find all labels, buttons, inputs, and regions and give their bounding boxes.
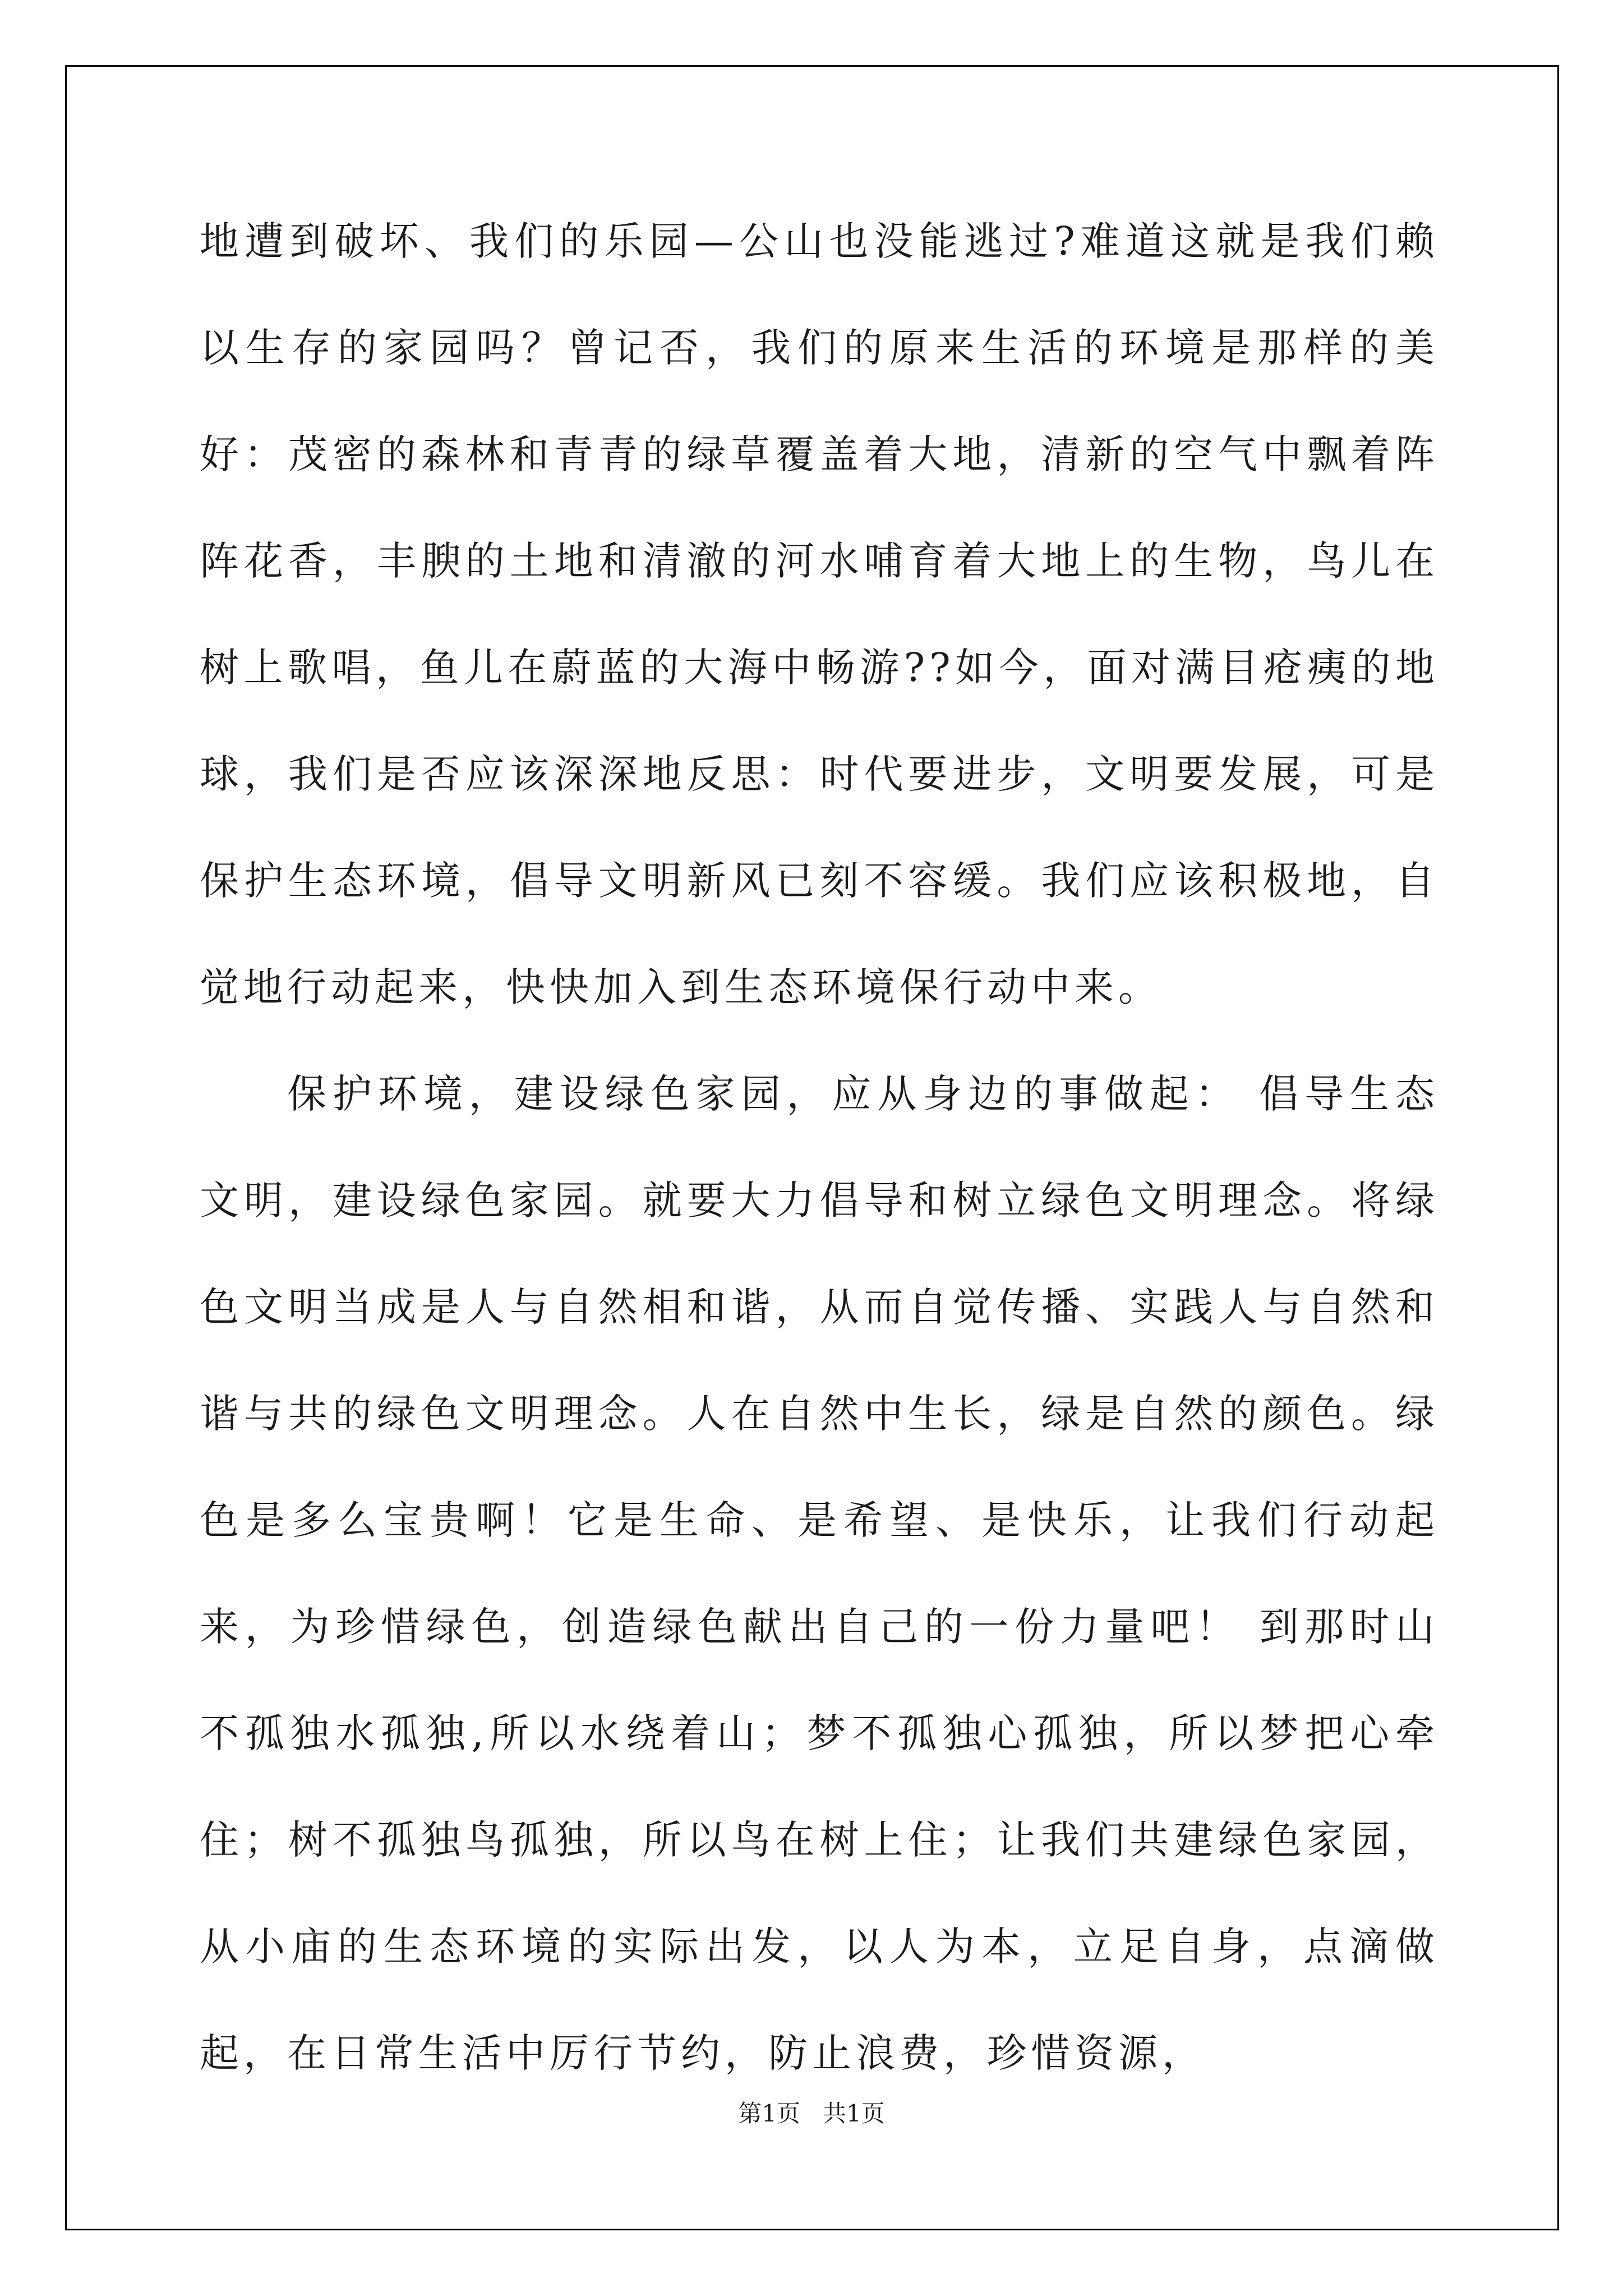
document-body [200,188,1439,2106]
page-number: 第1页 [738,2100,800,2127]
paragraph-1: 地遭到破坏、我们的乐园—公山也没能逃过?难道这就是我们赖以生存的家园吗？曾记否，我们的原来生活的环境是那样的美好：茂密的森林和青青的绿草覆盖着大地，清新的空气中飘着阵阵花香，丰腴的土地和清澈的河水哺育着大地上的生物，鸟儿在树上歌唱，鱼儿在蔚蓝的大海中畅游??如今，面对满目疮痍的地球，我们是否应该深深地反思：时代要进步，文明要发展，可是保护生态环境，倡导文明新风已刻不容缓。我们应该积极地，自觉地行动起来，快快加入到生态环境保行动中来。 [200,218,1439,1010]
page-total: 共1页 [823,2100,885,2127]
page-footer [0,2097,1623,2131]
paragraph-2: 保护环境，建设绿色家园，应从身边的事做起： 倡导生态文明，建设绿色家园。就要大力倡导和树立绿色文明理念。将绿色文明当成是人与自然相和谐，从而自觉传播、实践人与自然和谐与共的绿色文明理念。人在自然中生长，绿是自然的颜色。绿色是多么宝贵啊！它是生命、是希望、是快乐，让我们行动起来，为珍惜绿色，创造绿色献出自己的一份力量吧！ 到那时山不孤独水孤独,所以水绕着山；梦不孤独心孤独，所以梦把心牵住；树不孤独鸟孤独，所以鸟在树上住；让我们共建绿色家园，从小庙的生态环境的实际出发，以人为本，立足自身，点滴做起，在日常生活中厉行节约，防止浪费，珍惜资源， [200,1071,1439,2076]
